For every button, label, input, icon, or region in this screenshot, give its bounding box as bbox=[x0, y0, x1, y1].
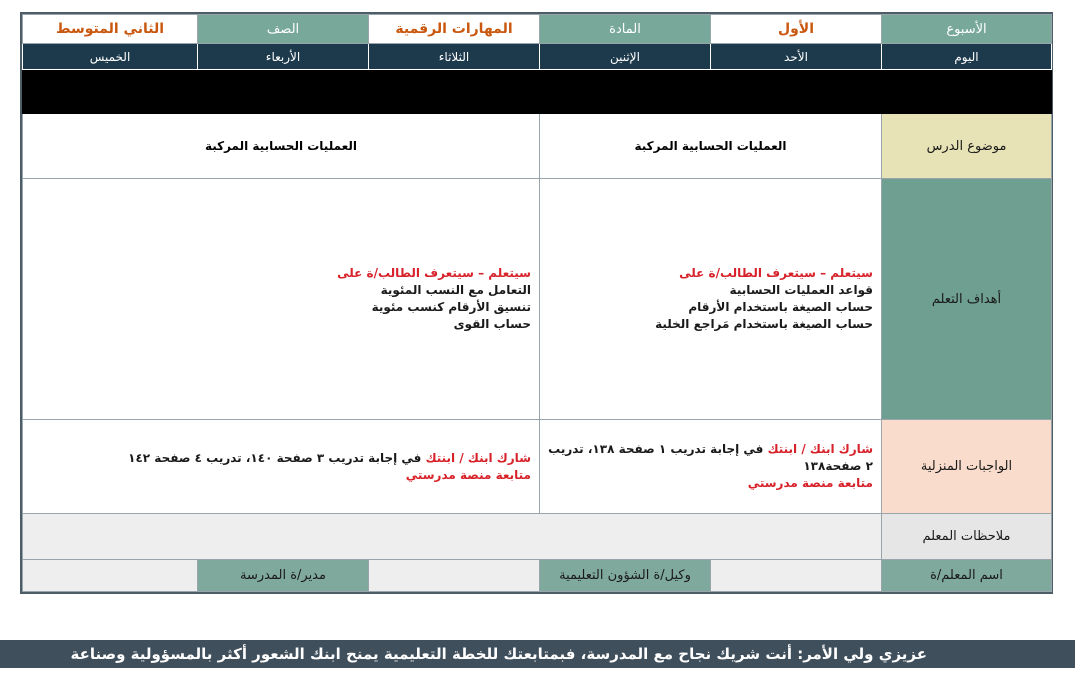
subject-value: المهارات الرقمية bbox=[369, 15, 540, 44]
signature-row bbox=[23, 560, 1052, 592]
goals-row bbox=[23, 179, 1052, 420]
lesson-plan-sheet bbox=[20, 12, 1053, 594]
subject-label: المادة bbox=[540, 15, 711, 44]
homework-right bbox=[540, 420, 882, 514]
lesson-plan-table bbox=[22, 14, 1052, 592]
topic-label: موضوع الدرس bbox=[882, 114, 1052, 179]
day-wednesday: الأربعاء bbox=[198, 44, 369, 70]
homework-right-red: شارك ابنك / ابنتك bbox=[767, 442, 873, 456]
deputy-label: وكيل/ة الشؤون التعليمية bbox=[540, 560, 711, 592]
parent-message-banner: عزيزي ولي الأمر: أنت شريك نجاح مع المدرسة، فبمتابعتك للخطة التعليمية يمنح ابنك الشعور أكثر بالمسؤولية وصناعة المستقبل bbox=[0, 640, 1075, 668]
homework-left-red: شارك ابنك / ابنتك bbox=[425, 450, 531, 465]
topic-row bbox=[23, 114, 1052, 179]
homework-right-body: في إجابة تدريب ١ صفحة ١٣٨، تدريب ٢ صفحة١٣٨ bbox=[548, 442, 873, 473]
principal-label: مدير/ة المدرسة bbox=[198, 560, 369, 592]
goals-right bbox=[540, 179, 882, 420]
goals-left bbox=[23, 179, 540, 420]
homework-row bbox=[23, 420, 1052, 514]
goals-left-line: تنسيق الأرقام كنسب مئوية bbox=[371, 300, 531, 314]
homework-right-text bbox=[548, 441, 873, 475]
notes-label: ملاحظات المعلم bbox=[882, 514, 1052, 560]
homework-left-follow: متابعة منصة مدرستي bbox=[405, 467, 531, 482]
goals-right-line: حساب الصيغة باستخدام الأرقام bbox=[688, 300, 873, 314]
principal-field[interactable] bbox=[23, 560, 198, 592]
topic-left: العمليات الحسابية المركبة bbox=[23, 114, 540, 179]
grade-value: الثاني المتوسط bbox=[23, 15, 198, 44]
days-row bbox=[23, 44, 1052, 70]
week-value: الأول bbox=[711, 15, 882, 44]
day-label: اليوم bbox=[882, 44, 1052, 70]
day-monday: الإثنين bbox=[540, 44, 711, 70]
goals-right-heading: سيتعلم – سيتعرف الطالب/ة على bbox=[679, 266, 873, 280]
redaction-bar bbox=[23, 70, 1052, 114]
redacted-row bbox=[23, 70, 1052, 114]
goals-left-line: التعامل مع النسب المئوية bbox=[380, 283, 531, 297]
goals-left-line: حساب القوى bbox=[453, 317, 531, 331]
homework-left-body: في إجابة تدريب ٣ صفحة ١٤٠، تدريب ٤ صفحة ١٤٢ bbox=[128, 450, 422, 465]
topic-right: العمليات الحسابية المركبة bbox=[540, 114, 882, 179]
homework-left-text bbox=[31, 450, 531, 467]
day-tuesday: الثلاثاء bbox=[369, 44, 540, 70]
grade-label: الصف bbox=[198, 15, 369, 44]
notes-field[interactable] bbox=[23, 514, 882, 560]
week-row bbox=[23, 15, 1052, 44]
day-sunday: الأحد bbox=[711, 44, 882, 70]
goals-label: أهداف التعلم bbox=[882, 179, 1052, 420]
notes-row bbox=[23, 514, 1052, 560]
goals-right-line: حساب الصيغة باستخدام مَراجع الخلية bbox=[655, 317, 873, 331]
homework-left bbox=[23, 420, 540, 514]
teacher-name-field[interactable] bbox=[711, 560, 882, 592]
homework-right-follow: متابعة منصة مدرستي bbox=[747, 476, 873, 490]
homework-label: الواجبات المنزلية bbox=[882, 420, 1052, 514]
day-thursday: الخميس bbox=[23, 44, 198, 70]
deputy-field[interactable] bbox=[369, 560, 540, 592]
teacher-name-label: اسم المعلم/ة bbox=[882, 560, 1052, 592]
goals-right-line: قواعد العمليات الحسابية bbox=[729, 283, 873, 297]
week-label: الأسبوع bbox=[882, 15, 1052, 44]
goals-left-heading: سيتعلم – سيتعرف الطالب/ة على bbox=[337, 266, 531, 280]
